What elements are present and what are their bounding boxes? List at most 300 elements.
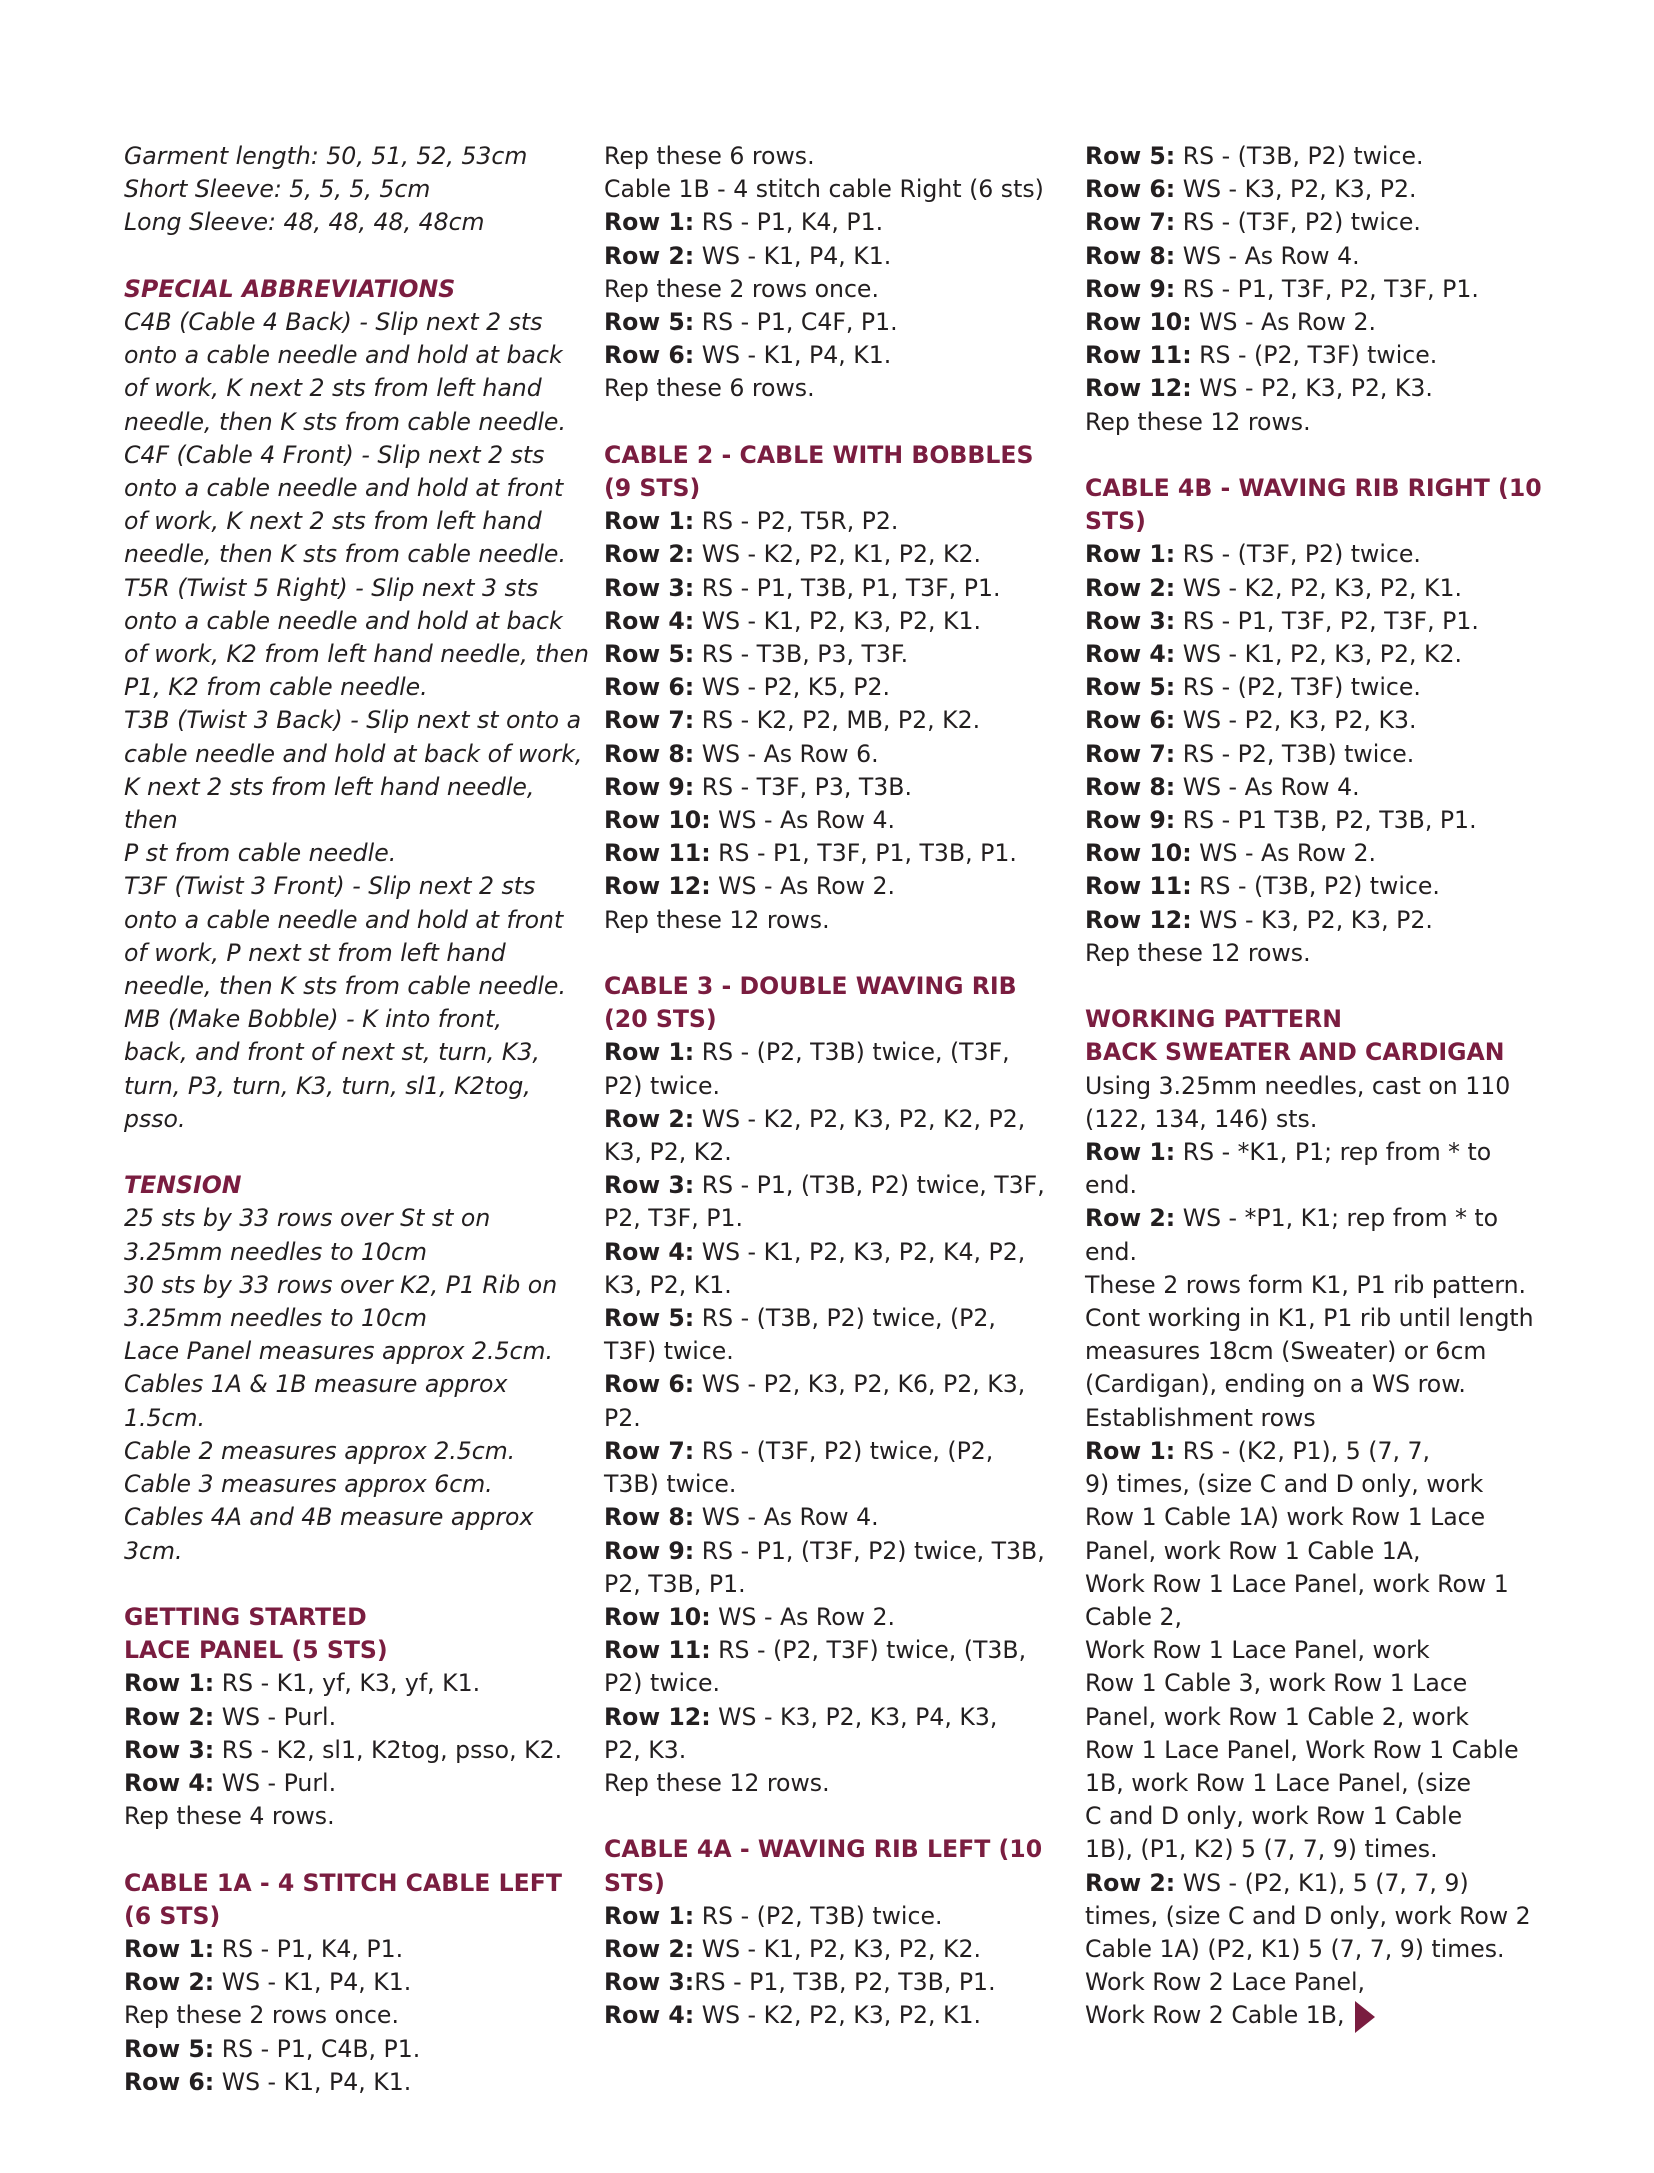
text-line: cable needle and hold at back of work, <box>124 739 583 768</box>
measurements <box>124 140 594 240</box>
row-label: Row 1: <box>604 208 695 237</box>
pattern-row <box>124 1767 594 1800</box>
working-pattern-heading <box>1085 1003 1565 1069</box>
row-text: WS - Purl. <box>214 1768 337 1797</box>
pattern-row <box>604 1966 1074 1999</box>
pattern-row <box>604 572 1074 605</box>
text-line: Short Sleeve: 5, 5, 5, 5cm <box>124 175 431 204</box>
text-line: Cable 2, <box>1085 1602 1182 1631</box>
pattern-row <box>604 1236 1074 1269</box>
pattern-row <box>604 1368 1074 1401</box>
pattern-row <box>604 538 1074 571</box>
row-label: Row 8: <box>1085 772 1176 801</box>
cable-1b-repeat: Rep these 6 rows. <box>604 374 815 403</box>
text-line: onto a cable needle and hold at back <box>124 341 563 370</box>
cable-3-repeat: Rep these 12 rows. <box>604 1768 830 1797</box>
row-label: Row 5: <box>1085 142 1176 170</box>
cable-3-rows <box>604 1036 1074 1766</box>
text-line: Panel, work Row 1 Cable 1A, <box>1085 1536 1421 1565</box>
cable-2-heading <box>604 439 1074 505</box>
row-text: RS - (P2, T3B) twice. <box>694 1901 943 1930</box>
row-text: WS - K2, P2, K1, P2, K2. <box>694 540 981 569</box>
pattern-row <box>1085 306 1565 339</box>
pattern-row <box>604 1036 1074 1069</box>
row-text: WS - K1, P2, K3, P2, K4, P2, <box>694 1237 1026 1266</box>
row-text: RS - P2, T3B) twice. <box>1175 739 1415 768</box>
pattern-row <box>604 306 1074 339</box>
row-label: Row 4: <box>604 1237 695 1266</box>
cable-1b-rows <box>604 206 1074 272</box>
text-line: times, (size C and D only, work Row 2 <box>1085 1901 1531 1930</box>
pattern-row <box>604 206 1074 239</box>
pattern-row <box>604 1435 1074 1468</box>
pattern-row-continued: P2. <box>604 1403 641 1432</box>
row-label: Row 2: <box>604 1934 695 1963</box>
text-line: CABLE 3 - DOUBLE WAVING RIB <box>604 972 1017 1001</box>
row-label: Row 11: <box>604 1636 711 1665</box>
text-line: Establishment rows <box>1085 1403 1316 1432</box>
pattern-row <box>604 1535 1074 1568</box>
cable-4b-repeat: Rep these 12 rows. <box>1085 938 1311 967</box>
row-label: Row 2: <box>604 540 695 569</box>
text-line: measures 18cm (Sweater) or 6cm <box>1085 1337 1487 1366</box>
lace-panel-repeat: Rep these 4 rows. <box>124 1802 335 1831</box>
pattern-row <box>604 804 1074 837</box>
row-label: Row 2: <box>1085 1204 1176 1233</box>
pattern-row <box>1085 704 1565 737</box>
text-line: (20 STS) <box>604 1005 717 1034</box>
text-line: C4B (Cable 4 Back) - Slip next 2 sts <box>124 308 543 336</box>
pattern-row <box>124 2066 594 2099</box>
pattern-row <box>124 1966 594 1999</box>
row-label: Row 7: <box>604 706 695 735</box>
text-line: T3B (Twist 3 Back) - Slip next st onto a <box>124 706 582 735</box>
text-line: MB (Make Bobble) - K into front, <box>124 1005 502 1034</box>
text-line: needle, then K sts from cable needle. <box>124 407 566 436</box>
row-label: Row 8: <box>604 739 695 768</box>
row-text: WS - K1, P4, K1. <box>694 341 892 370</box>
row-text: WS - P2, K3, P2, K3. <box>1191 374 1433 403</box>
row-text: RS - P2, T5R, P2. <box>694 507 899 536</box>
row-text: WS - As Row 4. <box>710 806 895 835</box>
row-label: Row 2: <box>1085 1868 1176 1897</box>
row-text: RS - P1, T3F, P2, T3F, P1. <box>1175 274 1479 303</box>
row-label: Row 4: <box>124 1768 215 1797</box>
row-label: Row 3: <box>604 1171 695 1200</box>
text-line: (6 STS) <box>124 1901 221 1930</box>
pattern-row <box>604 638 1074 671</box>
pattern-row <box>1085 638 1565 671</box>
row-text: WS - K1, P4, K1. <box>214 2067 412 2096</box>
row-label: Row 1: <box>1085 540 1176 569</box>
pattern-row-continued: end. <box>1085 1171 1137 1200</box>
text-line: Cable 1A) (P2, K1) 5 (7, 7, 9) times. <box>1085 1934 1505 1963</box>
row-label: Row 9: <box>1085 806 1176 835</box>
pattern-row-continued: K3, P2, K2. <box>604 1138 732 1167</box>
text-line: 30 sts by 33 rows over K2, P1 Rib on <box>124 1270 558 1299</box>
text-line: T5R (Twist 5 Right) - Slip next 3 sts <box>124 573 539 602</box>
text-line: C and D only, work Row 1 Cable <box>1085 1802 1463 1831</box>
text-line: back, and front of next st, turn, K3, <box>124 1038 540 1067</box>
pattern-row <box>604 1103 1074 1136</box>
row-text: WS - *P1, K1; rep from * to <box>1175 1204 1499 1233</box>
pattern-row <box>604 1601 1074 1634</box>
row-label: Row 6: <box>1085 175 1176 204</box>
row-label: Row 4: <box>604 2001 695 2030</box>
text-line: Cables 1A & 1B measure approx <box>124 1370 508 1399</box>
row-text: RS - T3F, P3, T3B. <box>694 772 912 801</box>
text-line: CABLE 4B - WAVING RIB RIGHT (10 <box>1085 474 1542 503</box>
text-line: (Cardigan), ending on a WS row. <box>1085 1370 1466 1399</box>
row-text: WS - K2, P2, K3, P2, K2, P2, <box>694 1104 1026 1133</box>
row-label: Row 2: <box>124 1702 215 1731</box>
row-label: Row 3: <box>124 1735 215 1764</box>
pattern-row-continued: P2, T3B, P1. <box>604 1569 746 1598</box>
cable-1a-repeat: Rep these 6 rows. <box>604 142 815 170</box>
row-label: Row 3: <box>1085 606 1176 635</box>
row-text: WS - As Row 2. <box>1191 839 1376 868</box>
row-label: Row 12: <box>1085 905 1192 934</box>
text-line: onto a cable needle and hold at front <box>124 474 564 503</box>
row-text: RS - (T3F, P2) twice. <box>1175 540 1421 569</box>
row-label: Row 6: <box>604 341 695 370</box>
row-label: Row 5: <box>604 1304 695 1333</box>
row-text: WS - As Row 4. <box>1175 772 1360 801</box>
last-line <box>1085 1999 1565 2033</box>
cable-4b-heading <box>1085 472 1565 538</box>
row-label: Row 1: <box>604 1901 695 1930</box>
pattern-row <box>604 1933 1074 1966</box>
row-label: Row 6: <box>604 673 695 702</box>
row-text: RS - P1, C4F, P1. <box>694 308 898 337</box>
pattern-row <box>604 1501 1074 1534</box>
row-text: RS - T3B, P3, T3F. <box>694 640 909 669</box>
pattern-row <box>1085 273 1565 306</box>
pattern-row <box>604 738 1074 771</box>
text-line: CABLE 4A - WAVING RIB LEFT (10 <box>604 1835 1043 1864</box>
row-label: Row 2: <box>1085 573 1176 602</box>
cable-1a-repeat-once: Rep these 2 rows once. <box>124 2001 399 2030</box>
row-label: Row 9: <box>604 772 695 801</box>
row-label: Row 12: <box>1085 374 1192 403</box>
row-label: Row 2: <box>604 241 695 270</box>
row-label: Row 3: <box>604 1968 695 1997</box>
cable-4a-repeat: Rep these 12 rows. <box>1085 407 1311 436</box>
row-label: Row 9: <box>604 1536 695 1565</box>
row-text: RS - P1, T3F, P1, T3B, P1. <box>710 839 1017 868</box>
row-text: RS - P1, (T3F, P2) twice, T3B, <box>694 1536 1045 1565</box>
row-label: Row 8: <box>604 1503 695 1532</box>
pattern-row <box>604 837 1074 870</box>
pattern-row <box>124 1667 594 1700</box>
last-line-text: Work Row 2 Cable 1B, <box>1085 2001 1345 2030</box>
row-text: RS - (T3B, P2) twice, (P2, <box>694 1304 996 1333</box>
cable-1a-rows <box>124 1933 594 1999</box>
establishment-row-2-continued <box>1085 1900 1565 2000</box>
row-label: Row 4: <box>1085 640 1176 669</box>
text-line: T3F (Twist 3 Front) - Slip next 2 sts <box>124 872 536 901</box>
row-label: Row 1: <box>124 1934 215 1963</box>
text-line: of work, K next 2 sts from left hand <box>124 374 542 403</box>
text-line: Garment length: 50, 51, 52, 53cm <box>124 142 528 170</box>
pattern-row <box>1085 1136 1565 1169</box>
row-text: WS - K1, P2, K3, P2, K2. <box>1175 640 1462 669</box>
pattern-row-continued: P2) twice. <box>604 1071 721 1100</box>
row-label: Row 10: <box>1085 308 1192 337</box>
getting-started-heading: GETTING STARTED <box>124 1602 367 1631</box>
text-line: P1, K2 from cable needle. <box>124 673 428 702</box>
row-text: RS - (K2, P1), 5 (7, 7, <box>1175 1436 1431 1465</box>
pattern-row <box>604 339 1074 372</box>
text-line: Cable 2 measures approx 2.5cm. <box>124 1436 516 1465</box>
row-label: Row 6: <box>1085 706 1176 735</box>
row-label: Row 10: <box>1085 839 1192 868</box>
lace-panel-heading: LACE PANEL (5 STS) <box>124 1636 388 1665</box>
text-line: of work, K2 from left hand needle, then <box>124 640 589 669</box>
row-text: RS - (P2, T3F) twice. <box>1175 673 1421 702</box>
text-line: Work Row 2 Lace Panel, <box>1085 1968 1366 1997</box>
text-line: needle, then K sts from cable needle. <box>124 540 566 569</box>
row-text: RS - P1, T3F, P2, T3F, P1. <box>1175 606 1479 635</box>
pattern-row <box>604 870 1074 903</box>
pattern-row <box>1085 738 1565 771</box>
row-text: WS - K3, P2, K3, P2. <box>1191 905 1433 934</box>
row-label: Row 11: <box>1085 341 1192 370</box>
rib-notes <box>1085 1269 1565 1435</box>
text-line: K next 2 sts from left hand needle, then <box>124 772 535 835</box>
row-text: RS - P1, C4B, P1. <box>214 2034 421 2063</box>
pattern-row <box>124 2033 594 2066</box>
row-text: RS - K2, sl1, K2tog, psso, K2. <box>214 1735 563 1764</box>
pattern-row <box>604 240 1074 273</box>
text-line: needle, then K sts from cable needle. <box>124 972 566 1001</box>
pattern-row <box>1085 605 1565 638</box>
row-text: RS - (T3F, P2) twice, (P2, <box>694 1436 994 1465</box>
row-text: WS - As Row 2. <box>710 1602 895 1631</box>
text-line: Lace Panel measures approx 2.5cm. <box>124 1337 553 1366</box>
row-label: Row 1: <box>1085 1436 1176 1465</box>
pattern-row-continued: T3F) twice. <box>604 1337 734 1366</box>
establishment-row-1-continued <box>1085 1468 1565 1866</box>
row-label: Row 2: <box>604 1104 695 1133</box>
row-text: WS - As Row 2. <box>1191 308 1376 337</box>
text-line: CABLE 2 - CABLE WITH BOBBLES <box>604 440 1034 469</box>
row-text: WS - K1, P4, K1. <box>214 1968 412 1997</box>
row-label: Row 11: <box>604 839 711 868</box>
text-line: Cont working in K1, P1 rib until length <box>1085 1304 1534 1333</box>
row-text: WS - K3, P2, K3, P2. <box>1175 175 1417 204</box>
pattern-row <box>1085 206 1565 239</box>
pattern-row <box>124 1734 594 1767</box>
text-line: These 2 rows form K1, P1 rib pattern. <box>1085 1270 1527 1299</box>
row-text: RS - P1, T3B, P1, T3F, P1. <box>694 573 1001 602</box>
pattern-row <box>1085 1202 1565 1235</box>
row-text: RS - K1, yf, K3, yf, K1. <box>214 1669 481 1698</box>
tension-text <box>124 1202 594 1567</box>
text-line: Work Row 1 Lace Panel, work Row 1 <box>1085 1569 1509 1598</box>
pattern-row <box>604 605 1074 638</box>
row-text: WS - As Row 4. <box>1175 241 1360 270</box>
text-line: onto a cable needle and hold at front <box>124 905 564 934</box>
row-label: Row 1: <box>1085 1138 1176 1167</box>
pattern-row <box>124 1933 594 1966</box>
row-label: Row 7: <box>604 1436 695 1465</box>
row-label: Row 3: <box>604 573 695 602</box>
text-line: Panel, work Row 1 Cable 2, work <box>1085 1702 1469 1731</box>
row-label: Row 5: <box>604 308 695 337</box>
cable-2-rows <box>604 505 1074 903</box>
pattern-row <box>604 771 1074 804</box>
row-label: Row 4: <box>604 606 695 635</box>
row-text: RS - P1 T3B, P2, T3B, P1. <box>1175 806 1477 835</box>
pattern-row <box>1085 538 1565 571</box>
cast-on-text <box>1085 1070 1565 1136</box>
row-label: Row 1: <box>124 1669 215 1698</box>
cable-1b-repeat-once: Rep these 2 rows once. <box>604 274 879 303</box>
pattern-row-continued: P2, K3. <box>604 1735 687 1764</box>
pattern-row <box>1085 140 1565 173</box>
pattern-row-continued: P2) twice. <box>604 1669 721 1698</box>
pattern-row <box>1085 904 1565 937</box>
text-line: 3.25mm needles to 10cm <box>124 1304 427 1333</box>
row-text: RS - P1, K4, P1. <box>214 1934 404 1963</box>
pattern-row <box>1085 804 1565 837</box>
text-line: Row 1 Cable 1A) work Row 1 Lace <box>1085 1503 1486 1532</box>
text-line: BACK SWEATER AND CARDIGAN <box>1085 1038 1505 1067</box>
row-label: Row 9: <box>1085 274 1176 303</box>
text-line: 3.25mm needles to 10cm <box>124 1237 427 1266</box>
row-text: RS - P1, (T3B, P2) twice, T3F, <box>694 1171 1045 1200</box>
row-label: Row 2: <box>124 1968 215 1997</box>
text-line: CABLE 1A - 4 STITCH CABLE LEFT <box>124 1868 562 1897</box>
text-line: Work Row 1 Lace Panel, work <box>1085 1636 1430 1665</box>
row-label: Row 11: <box>1085 872 1192 901</box>
row-text: WS - K2, P2, K3, P2, K1. <box>694 2001 981 2030</box>
pattern-row <box>1085 173 1565 206</box>
pattern-row <box>604 505 1074 538</box>
text-line: 9) times, (size C and D only, work <box>1085 1470 1484 1499</box>
lace-panel-rows <box>124 1667 594 1800</box>
row-text: WS - K1, P2, K3, P2, K1. <box>694 606 981 635</box>
cable-4a-rows-b <box>1085 140 1565 406</box>
row-label: Row 6: <box>604 1370 695 1399</box>
text-line: of work, K next 2 sts from left hand <box>124 507 542 536</box>
pattern-row <box>604 1302 1074 1335</box>
row-text: RS - P1, T3B, P2, T3B, P1. <box>694 1968 996 1997</box>
text-line: 1.5cm. <box>124 1403 205 1432</box>
row-label: Row 10: <box>604 806 711 835</box>
pattern-row <box>1085 837 1565 870</box>
text-line: WORKING PATTERN <box>1085 1005 1342 1034</box>
column-2 <box>604 140 1074 2033</box>
cable-1b-rows-b <box>604 306 1074 372</box>
row-label: Row 1: <box>604 507 695 536</box>
row-text: RS - K2, P2, MB, P2, K2. <box>694 706 981 735</box>
row-text: RS - (T3B, P2) twice. <box>1175 142 1424 170</box>
row-label: Row 5: <box>124 2034 215 2063</box>
text-line: C4F (Cable 4 Front) - Slip next 2 sts <box>124 440 545 469</box>
text-line: 1B, work Row 1 Lace Panel, (size <box>1085 1768 1472 1797</box>
continue-arrow-icon <box>1355 2001 1375 2033</box>
pattern-row <box>604 1701 1074 1734</box>
row-label: Row 7: <box>1085 208 1176 237</box>
row-text: RS - (P2, T3F) twice. <box>1191 341 1438 370</box>
establishment-row-1 <box>1085 1435 1565 1468</box>
pattern-row <box>1085 240 1565 273</box>
row-text: WS - P2, K3, P2, K3. <box>1175 706 1417 735</box>
text-line: turn, P3, turn, K3, turn, sl1, K2tog, <box>124 1071 531 1100</box>
abbreviations-text <box>124 306 594 1136</box>
pattern-row <box>604 671 1074 704</box>
text-line: (9 STS) <box>604 474 701 503</box>
row-label: Row 6: <box>124 2067 215 2096</box>
row-text: WS - K2, P2, K3, P2, K1. <box>1175 573 1462 602</box>
pattern-row <box>1085 339 1565 372</box>
cable-2-repeat: Rep these 12 rows. <box>604 905 830 934</box>
text-line: onto a cable needle and hold at back <box>124 606 563 635</box>
row-label: Row 12: <box>604 1702 711 1731</box>
row-text: RS - (P2, T3B) twice, (T3F, <box>694 1038 1010 1067</box>
cable-3-heading <box>604 970 1074 1036</box>
pattern-row <box>604 1999 1074 2032</box>
cable-4a-heading <box>604 1833 1074 1899</box>
text-line: Long Sleeve: 48, 48, 48, 48cm <box>124 208 485 237</box>
row-label: Row 10: <box>604 1602 711 1631</box>
row-text: WS - K1, P4, K1. <box>694 241 892 270</box>
cable-4a-rows <box>604 1900 1074 2033</box>
row-text: WS - As Row 2. <box>710 872 895 901</box>
text-line: STS) <box>604 1868 665 1897</box>
pattern-row <box>1085 870 1565 903</box>
text-line: STS) <box>1085 507 1146 536</box>
row-text: WS - P2, K5, P2. <box>694 673 891 702</box>
cable-4b-rows <box>1085 538 1565 936</box>
pattern-row <box>604 704 1074 737</box>
pattern-row <box>1085 771 1565 804</box>
establishment-row-2 <box>1085 1867 1565 1900</box>
text-line: Row 1 Cable 3, work Row 1 Lace <box>1085 1669 1468 1698</box>
text-line: Cables 4A and 4B measure approx 3cm. <box>124 1503 534 1565</box>
text-line: psso. <box>124 1104 186 1133</box>
text-line: Using 3.25mm needles, cast on 110 <box>1085 1071 1511 1100</box>
pattern-row <box>604 1169 1074 1202</box>
column-3 <box>1085 140 1565 2033</box>
row-text: RS - (T3F, P2) twice. <box>1175 208 1421 237</box>
column-1 <box>124 140 594 2099</box>
row-label: Row 5: <box>604 640 695 669</box>
row-text: WS - P2, K3, P2, K6, P2, K3, <box>694 1370 1026 1399</box>
tension-heading: TENSION <box>124 1171 242 1200</box>
row-text: WS - Purl. <box>214 1702 337 1731</box>
pattern-row-continued: T3B) twice. <box>604 1470 737 1499</box>
pattern-row-continued: end. <box>1085 1237 1137 1266</box>
pattern-row <box>604 1634 1074 1667</box>
pattern-row <box>604 1900 1074 1933</box>
text-line: 25 sts by 33 rows over St st on <box>124 1204 491 1233</box>
row-label: Row 1: <box>604 1038 695 1067</box>
rib-rows <box>1085 1136 1565 1269</box>
text-line: P st from cable needle. <box>124 839 397 868</box>
pattern-row-continued: P2, T3F, P1. <box>604 1204 743 1233</box>
row-label: Row 12: <box>604 872 711 901</box>
pattern-row <box>124 1701 594 1734</box>
row-label: Row 7: <box>1085 739 1176 768</box>
row-text: WS - As Row 4. <box>694 1503 879 1532</box>
row-label: Row 8: <box>1085 241 1176 270</box>
cable-1b-title: Cable 1B - 4 stitch cable Right (6 sts) <box>604 175 1044 204</box>
pattern-row <box>1085 372 1565 405</box>
row-text: WS - K3, P2, K3, P4, K3, <box>710 1702 998 1731</box>
